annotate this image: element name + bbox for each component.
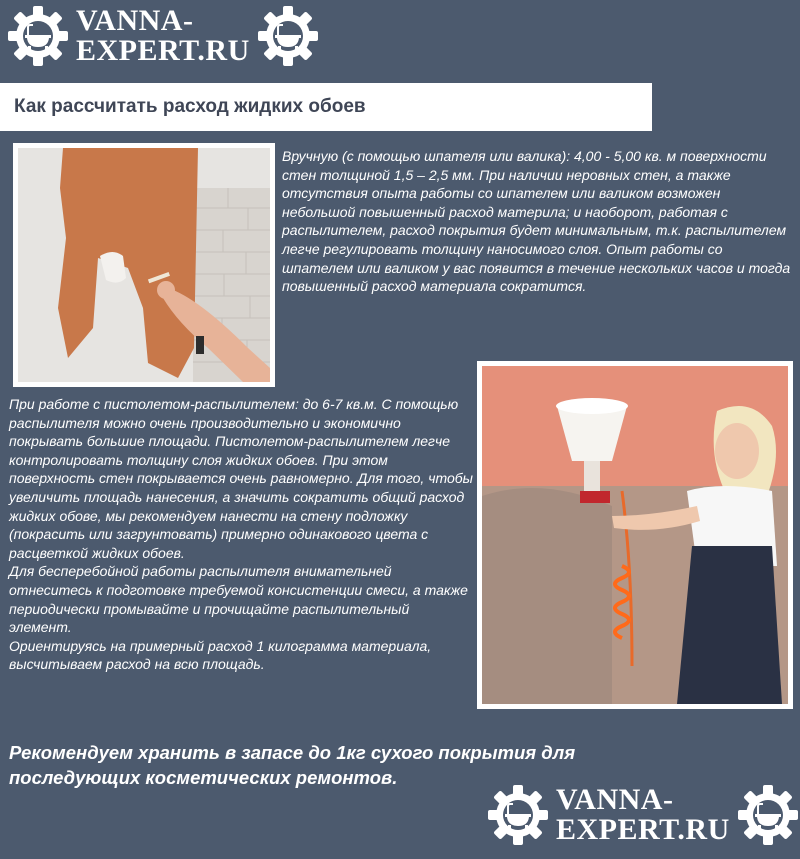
manual-application-image — [18, 148, 270, 382]
gear-bathtub-icon — [6, 4, 70, 68]
paragraph-sprayer-part-3: Ориентируясь на примерный расход 1 килограмма материала, высчитываем расход на всю площадь. — [9, 637, 432, 673]
gear-bathtub-icon — [486, 783, 550, 847]
page-title: Как рассчитать расход жидких обоев — [14, 96, 366, 117]
sprayer-application-image — [482, 366, 788, 704]
photo-manual-application — [13, 143, 275, 387]
gear-bathtub-icon — [256, 4, 320, 68]
paragraph-sprayer-consumption — [9, 395, 475, 674]
title-bar — [0, 83, 652, 131]
logo-text — [556, 785, 730, 845]
photo-sprayer-application — [477, 361, 793, 709]
site-logo-bottom[interactable] — [486, 783, 800, 847]
logo-text — [76, 6, 250, 66]
logo-line-2: EXPERT.RU — [76, 34, 250, 67]
site-logo-top[interactable] — [6, 4, 320, 68]
paragraph-sprayer-part-2: Для бесперебойной работы распылителя внимательней отнеситесь к подготовке требуемой консистенции смеси, а также периодически промывайте и прочищайте распылительный элемент. — [9, 563, 468, 636]
logo-line-1: VANNA- — [76, 4, 194, 37]
gear-bathtub-icon — [736, 783, 800, 847]
paragraph-sprayer-part-1: При работе с пистолетом-распылителем: до 6-7 кв.м. С помощью распылителя можно очень производительно и экономично покрывать большие площади. Пистолетом-распылителем легче контролировать толщину слоя жидких обоев. При этом поверхность стен покрывается очень равномерно. Для того, чтобы увеличить площадь нанесения, а значить сократить общий расход жидких обове, мы рекомендуем нанести на стену подложку (покрасить или загрунтовать) примерно одинакового цвета с расцветкой жидких обоев. — [9, 396, 473, 561]
storage-recommendation: Рекомендуем хранить в запасе до 1кг сухого покрытия для последующих косметических ремонтов. — [9, 742, 576, 788]
logo-line-2: EXPERT.RU — [556, 813, 730, 846]
logo-line-1: VANNA- — [556, 783, 674, 816]
paragraph-manual-consumption: Вручную (с помощью шпателя или валика): 4,00 - 5,00 кв. м поверхности стен толщиной 1,5 – 2,5 мм. При наличии неровных стен, а также отсутствия опыта работы со шпателем или валиком возможен небольшой повышенный расход материла; и наоборот, работая с распылителем, расход покрытия будет минимальным, т.к. распылителем легче регулировать толщину наносимого слоя. Опыт работы со шпателем или валиком у вас появится в течение нескольких часов и тогда повышенный расход материала сократится. — [282, 148, 791, 295]
